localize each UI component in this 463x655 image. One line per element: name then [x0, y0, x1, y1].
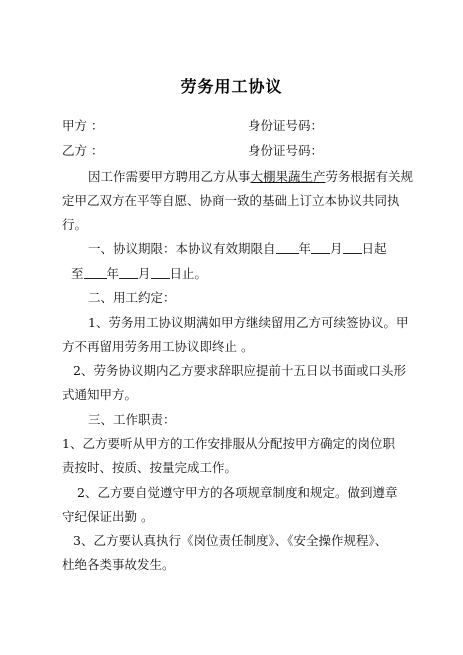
intro-line-2: 定甲乙双方在平等自愿、协商一致的基础上订立本协议共同执 — [62, 193, 400, 208]
blank-field — [343, 241, 362, 254]
party-b-label: 乙方 ： — [62, 143, 104, 158]
day-label: 日止。 — [169, 266, 208, 281]
section-3-item-1: 1、乙方要听从甲方的工作安排服从分配按甲方确定的岗位职 — [62, 436, 395, 451]
blank-field — [276, 241, 299, 254]
term-line-2 — [71, 266, 207, 282]
term-line-1 — [88, 241, 387, 257]
term-label: 一、协议期限：本协议有效期限自 — [88, 241, 276, 256]
intro-line-1 — [88, 169, 413, 185]
party-a-id-label: 身份证号码： — [248, 118, 324, 133]
blank-field — [119, 266, 138, 279]
section-3-item-3-cont: 杜绝各类事故发生。 — [62, 557, 175, 572]
job-type: 大棚果蔬生产 — [250, 169, 326, 184]
section-3-item-2: 2、乙方要自觉遵守甲方的各项规章制度和规定。做到遵章 — [77, 485, 398, 500]
intro-text: 劳务根据有关规 — [325, 169, 414, 184]
section-3-item-3: 3、乙方要认真执行《岗位责任制度》、《安全操作规程》、 — [73, 533, 388, 548]
year-label: 年 — [298, 241, 312, 256]
month-label: 月 — [330, 241, 343, 256]
blank-field — [311, 241, 330, 254]
month-label: 月 — [138, 266, 151, 281]
section-2-heading: 二、用工约定： — [88, 290, 176, 305]
to-label: 至 — [71, 266, 84, 281]
intro-line-3: 行。 — [62, 217, 88, 232]
blank-field — [84, 266, 107, 279]
party-b-id-label: 身份证号码： — [248, 143, 324, 158]
section-3-heading: 三、工作职责： — [88, 412, 176, 427]
party-a-label: 甲方 ： — [62, 118, 104, 133]
section-2-item-2: 2、劳务协议期内乙方要求辞职应提前十五日以书面或口头形 — [73, 363, 406, 378]
blank-field — [151, 266, 170, 279]
year-label: 年 — [106, 266, 120, 281]
day-label: 日起 — [361, 241, 387, 256]
section-2-item-2-cont: 式通知甲方。 — [62, 387, 138, 402]
intro-text: 因工作需要甲方聘用乙方从事 — [88, 169, 251, 184]
section-3-item-2-cont: 守纪保证出勤 。 — [62, 509, 154, 524]
section-2-item-1: 1、劳务用工协议期满如甲方继续留用乙方可续签协议。甲 — [88, 315, 409, 330]
section-3-item-1-cont: 责按时、按质、按量完成工作。 — [62, 460, 238, 475]
document-title: 劳务用工协议 — [180, 77, 283, 96]
section-2-item-1-cont: 方不再留用劳务用工协议即终止 。 — [62, 339, 254, 354]
